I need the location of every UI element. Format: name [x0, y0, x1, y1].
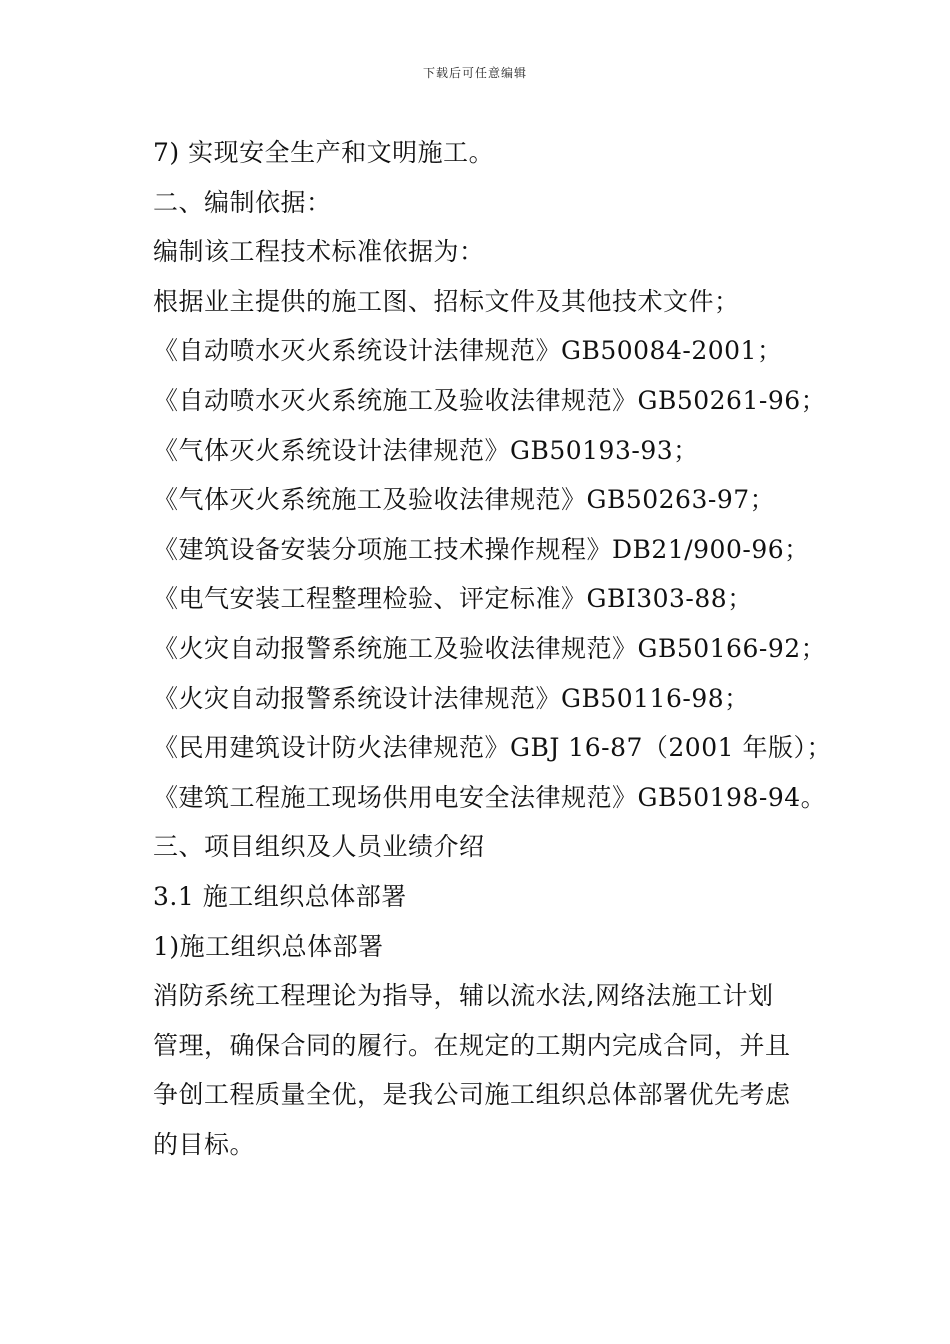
standard-reference: 《建筑设备安装分项施工技术操作规程》DB21/900-96；: [153, 534, 810, 564]
paragraph-line: 的目标。: [153, 1129, 256, 1159]
standard-reference: 《自动喷水灭火系统施工及验收法律规范》GB50261-96；: [153, 385, 827, 415]
section-heading-basis: 二、编制依据：: [153, 187, 332, 217]
text-line-basis-intro: 编制该工程技术标准依据为：: [153, 237, 485, 267]
header-note: 下载后可任意编辑: [422, 66, 527, 80]
section-heading-organization: 三、项目组织及人员业绩介绍: [153, 832, 485, 862]
paragraph-line: 管理，确保合同的履行。在规定的工期内完成合同，并且: [153, 1030, 791, 1060]
subsection-heading-3-1: 3.1 施工组织总体部署: [153, 881, 407, 911]
paragraph-line: 争创工程质量全优，是我公司施工组织总体部署优先考虑: [153, 1080, 791, 1110]
standard-reference: 《火灾自动报警系统设计法律规范》GB50116-98；: [153, 683, 750, 713]
standard-reference: 《民用建筑设计防火法律规范》GBJ 16-87（2001 年版）；: [153, 733, 832, 763]
standard-reference: 《电气安装工程整理检验、评定标准》GBI303-88；: [153, 584, 753, 614]
text-line-owner-documents: 根据业主提供的施工图、招标文件及其他技术文件；: [153, 286, 740, 316]
standard-reference: 《建筑工程施工现场供用电安全法律规范》GB50198-94。: [153, 782, 827, 812]
standard-reference: 《气体灭火系统施工及验收法律规范》GB50263-97；: [153, 485, 776, 515]
document-body: [153, 128, 833, 1169]
text-line-item-7: 7) 实现安全生产和文明施工。: [153, 138, 495, 167]
standard-reference: 《火灾自动报警系统施工及验收法律规范》GB50166-92；: [153, 633, 827, 663]
item-heading-deployment: 1)施工组织总体部署: [153, 931, 384, 961]
standard-reference: 《自动喷水灭火系统设计法律规范》GB50084-2001；: [153, 336, 783, 366]
standard-reference: 《气体灭火系统设计法律规范》GB50193-93；: [153, 435, 699, 465]
paragraph-line: 消防系统工程理论为指导，辅以流水法,网络法施工计划: [153, 981, 774, 1011]
